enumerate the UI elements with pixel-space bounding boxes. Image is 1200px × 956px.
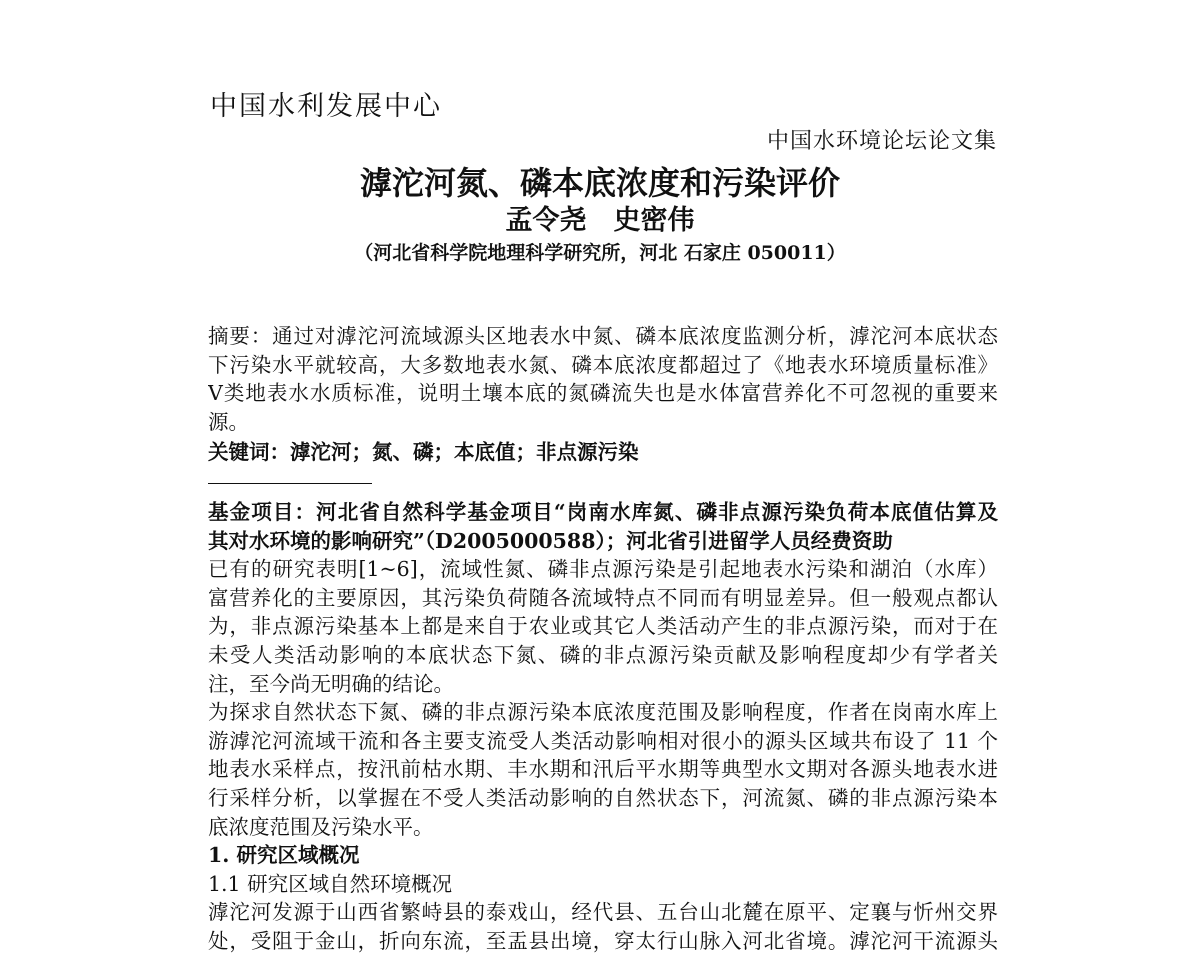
section-heading: 1. 研究区域概况 <box>208 843 360 868</box>
abstract-line: 下污染水平就较高，大多数地表水氮、磷本底浓度都超过了《地表水环境质量标准》 <box>208 352 998 377</box>
organization-header: 中国水利发展中心 <box>210 91 442 122</box>
paragraph-line: 富营养化的主要原因，其污染负荷随各流域特点不同而有明显差异。但一般观点都认 <box>208 585 998 610</box>
paragraph-line: 底浓度范围及污染水平。 <box>208 814 434 839</box>
paper-affiliation: （河北省科学院地理科学研究所，河北 石家庄 050011） <box>354 242 846 264</box>
paper-authors: 孟令尧 史密伟 <box>505 205 695 236</box>
footnote-divider <box>208 483 372 484</box>
body-text <box>208 498 998 956</box>
paragraph-line: 处，受阻于金山，折向东流，至盂县出境，穿太行山脉入河北省境。滹沱河干流源头 <box>208 928 998 953</box>
series-header: 中国水环境论坛论文集 <box>766 129 997 154</box>
paragraph-line: 为探求自然状态下氮、磷的非点源污染本底浓度范围及影响程度，作者在岗南水库上 <box>208 700 998 725</box>
paragraph-line: 行采样分析，以掌握在不受人类活动影响的自然状态下，河流氮、磷的非点源污染本 <box>208 785 998 810</box>
subsection-heading: 1.1 研究区域自然环境概况 <box>208 871 453 896</box>
keywords: 关键词：滹沱河；氮、磷；本底值；非点源污染 <box>208 440 639 465</box>
paragraph-line: 滹沱河发源于山西省繁峙县的泰戏山，经代县、五台山北麓在原平、定襄与忻州交界 <box>208 900 998 925</box>
paragraph-line: 地表水采样点，按汛前枯水期、丰水期和汛后平水期等典型水文期对各源头地表水进 <box>208 757 998 782</box>
paragraph-line: 未受人类活动影响的本底状态下氮、磷的非点源污染贡献及影响程度却少有学者关 <box>208 642 998 667</box>
abstract <box>208 322 998 467</box>
abstract-line: Ⅴ类地表水水质标准，说明土壤本底的氮磷流失也是水体富营养化不可忽视的重要来 <box>208 381 998 406</box>
fund-line: 基金项目：河北省自然科学基金项目“岗南水库氮、磷非点源污染负荷本底值估算及 <box>208 500 998 524</box>
paragraph-line: 已有的研究表明[1~6]，流域性氮、磷非点源污染是引起地表水污染和湖泊（水库） <box>208 557 998 582</box>
abstract-line: 摘要：通过对滹沱河流域源头区地表水中氮、磷本底浓度监测分析，滹沱河本底状态 <box>208 324 998 348</box>
paragraph-line: 注，至今尚无明确的结论。 <box>208 671 454 696</box>
abstract-line: 源。 <box>208 409 249 434</box>
paper-title: 滹沱河氮、磷本底浓度和污染评价 <box>359 164 840 202</box>
fund-line: 其对水环境的影响研究”（D2005000588）；河北省引进留学人员经费资助 <box>208 528 893 553</box>
paragraph-line: 为，非点源污染基本上都是来自于农业或其它人类活动产生的非点源污染，而对于在 <box>208 614 998 639</box>
paragraph-line: 游滹沱河流域干流和各主要支流受人类活动影响相对很小的源头区域共布设了 11 个 <box>208 728 998 753</box>
